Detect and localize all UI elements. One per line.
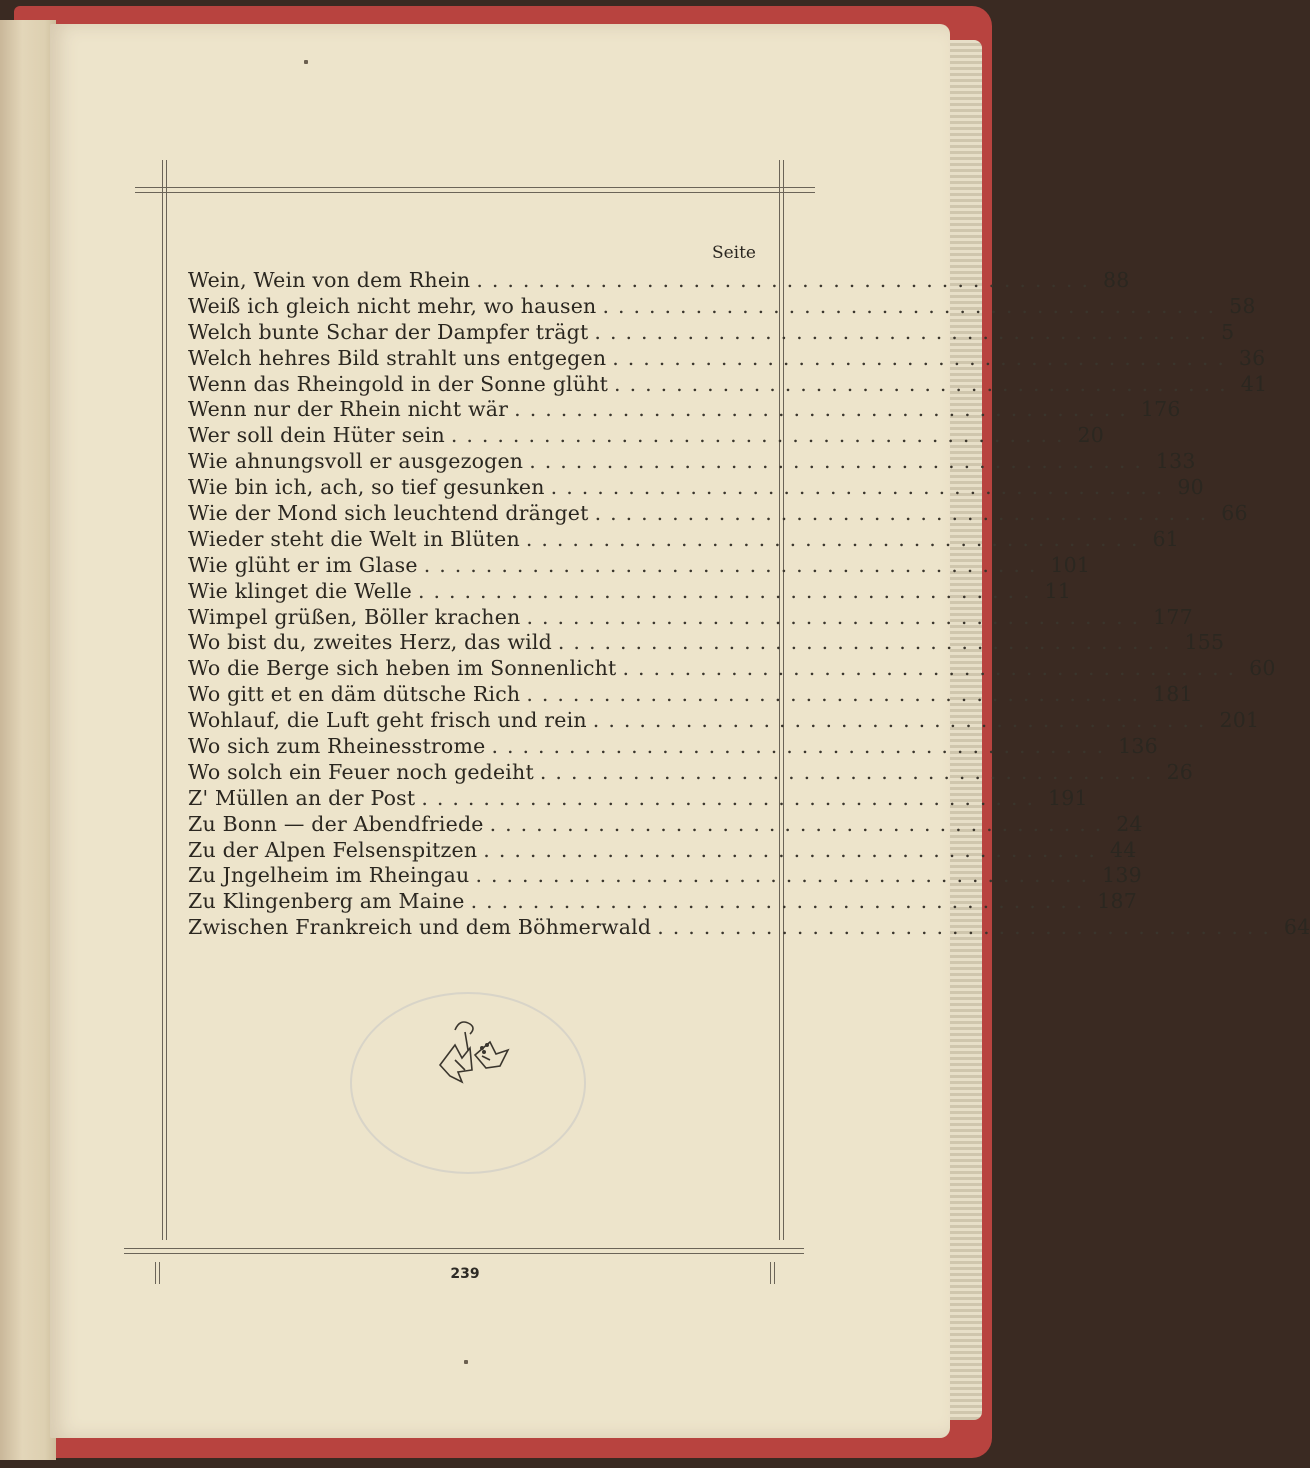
bottom-left-tick-inner [159, 1262, 160, 1284]
left-border-inner [166, 160, 167, 1240]
entry-title: Weiß ich gleich nicht mehr, wo hausen [188, 293, 597, 318]
top-rule [135, 187, 815, 188]
bottom-right-tick-inner [774, 1262, 775, 1284]
entry-title: Wie ahnungsvoll er ausgezogen [188, 449, 524, 474]
toc-entry [188, 449, 1196, 475]
dot-leader: ........................................ [526, 682, 1147, 707]
entry-title: Zu Klingenberg am Maine [188, 889, 465, 914]
left-page-edge [0, 20, 56, 1460]
top-rule-inner [135, 192, 815, 193]
toc-entry [188, 837, 1137, 864]
entry-page: 26 [1166, 759, 1194, 784]
toc-entry [188, 811, 1143, 838]
entry-title: Wieder steht die Welt in Blüten [188, 526, 520, 551]
entry-page: 155 [1184, 630, 1225, 655]
dot-leader: ........................................ [450, 423, 1072, 448]
entry-page: 41 [1240, 371, 1268, 396]
toc-entry [188, 526, 1180, 553]
entry-title: Wo gitt et en däm dütsche Rich [188, 682, 521, 707]
bottom-left-tick [155, 1262, 156, 1284]
vine-leaf-ornament-icon [420, 1010, 520, 1100]
entry-title: Wer soll dein Hüter sein [188, 423, 445, 448]
entry-title: Zwischen Frankreich und dem Böhmerwald [188, 915, 652, 940]
toc-entry [188, 708, 1260, 734]
dot-leader: ........................................ [489, 811, 1111, 836]
entry-page: 60 [1249, 656, 1276, 681]
entry-page: 20 [1077, 423, 1105, 448]
entry-title: Wie klinget die Welle [188, 578, 412, 603]
entry-title: Z' Müllen an der Post [188, 785, 416, 810]
entry-title: Wimpel grüßen, Böller krachen [188, 604, 521, 629]
toc-entry [188, 293, 1256, 320]
entry-page: 133 [1155, 449, 1196, 474]
dot-leader: ........................................ [550, 475, 1172, 500]
entry-page: 61 [1152, 526, 1180, 551]
toc-entry [188, 268, 1130, 294]
entry-title: Zu Bonn — der Abendfriede [188, 811, 484, 836]
entry-title: Wenn nur der Rhein nicht wär [188, 397, 509, 422]
toc-entry [188, 682, 1193, 708]
dot-leader: ........................................ [557, 630, 1179, 655]
entry-page: 66 [1221, 501, 1248, 526]
left-border [162, 160, 163, 1240]
dot-leader: ........................................ [476, 268, 1097, 292]
dot-leader: ........................................ [475, 863, 1097, 888]
entry-page: 64 [1283, 915, 1310, 940]
entry-title: Wie glüht er im Glase [188, 552, 418, 577]
toc-entry [188, 604, 1193, 631]
toc-entry [188, 501, 1248, 527]
dot-leader: ........................................ [612, 345, 1233, 370]
toc-entry [188, 889, 1138, 915]
bottom-rule [124, 1248, 804, 1249]
entry-page: 191 [1047, 785, 1088, 810]
entry-title: Wohlauf, die Luft geht frisch und rein [188, 708, 587, 733]
entry-title: Wenn das Rheingold in der Sonne glüht [188, 371, 609, 396]
dot-leader: ........................................ [470, 889, 1092, 914]
entry-title: Welch hehres Bild strahlt uns entgegen [188, 345, 607, 370]
entry-title: Wo solch ein Feuer noch gedeiht [188, 759, 534, 784]
dot-leader: ........................................ [525, 526, 1147, 551]
toc-entry [188, 552, 1091, 579]
toc-entry [188, 397, 1181, 423]
bottom-rule-inner [124, 1253, 804, 1254]
entry-page: 90 [1177, 475, 1204, 500]
entry-page: 187 [1097, 889, 1138, 914]
page-column-label: Seite [711, 243, 756, 263]
entry-page: 58 [1229, 293, 1256, 318]
dot-leader: ........................................ [526, 604, 1148, 629]
toc-entry [188, 863, 1142, 889]
entry-title: Zu der Alpen Felsenspitzen [188, 837, 478, 862]
toc-entry [188, 319, 1235, 346]
entry-page: 44 [1109, 837, 1137, 862]
entry-page: 181 [1153, 682, 1193, 707]
toc-entry [188, 371, 1268, 398]
toc-entry [188, 785, 1088, 812]
entry-title: Wie bin ich, ach, so tief gesunken [188, 475, 545, 500]
bottom-right-tick [770, 1262, 771, 1284]
dot-leader: ........................................ [421, 785, 1042, 810]
entry-page: 5 [1221, 319, 1235, 344]
dot-leader: ........................................ [594, 319, 1216, 344]
dot-leader: ........................................ [614, 371, 1235, 396]
table-of-contents [188, 268, 1310, 941]
dot-leader: ........................................ [483, 837, 1104, 862]
dot-leader: ........................................ [514, 397, 1135, 422]
toc-entry [188, 630, 1225, 656]
toc-entry [188, 345, 1266, 372]
entry-title: Wie der Mond sich leuchtend dränget [188, 501, 589, 526]
entry-page: 201 [1219, 708, 1260, 733]
dot-leader: ........................................ [491, 734, 1113, 759]
entry-page: 136 [1118, 734, 1158, 759]
entry-page: 176 [1140, 397, 1181, 422]
dot-leader: ........................................ [602, 293, 1224, 318]
entry-page: 101 [1050, 552, 1091, 577]
dot-leader: ........................................ [657, 915, 1278, 940]
toc-entry [188, 475, 1204, 501]
entry-title: Wo bist du, zweites Herz, das wild [188, 630, 552, 655]
page-number: 239 [450, 1266, 480, 1282]
print-mark [464, 1360, 468, 1364]
dot-leader: ........................................ [423, 552, 1045, 577]
entry-title: Welch bunte Schar der Dampfer trägt [188, 319, 589, 344]
toc-entry [188, 656, 1276, 682]
entry-title: Wo sich zum Rheinesstrome [188, 734, 486, 759]
entry-page: 139 [1102, 863, 1142, 888]
print-mark [304, 60, 308, 64]
dot-leader: ........................................ [539, 759, 1161, 784]
dot-leader: ........................................ [592, 708, 1214, 733]
entry-page: 11 [1044, 578, 1072, 603]
entry-title: Wo die Berge sich heben im Sonnenlicht [188, 656, 617, 681]
entry-page: 36 [1238, 345, 1266, 370]
entry-page: 88 [1102, 268, 1130, 292]
toc-entry [188, 423, 1105, 449]
dot-leader: ........................................ [417, 578, 1039, 603]
dot-leader: ........................................ [594, 501, 1216, 526]
toc-entry [188, 578, 1072, 605]
entry-page: 24 [1116, 811, 1143, 836]
dot-leader: ........................................ [529, 449, 1150, 474]
entry-page: 177 [1153, 604, 1193, 629]
toc-entry [188, 734, 1158, 760]
toc-entry [188, 759, 1194, 786]
toc-entry [188, 915, 1310, 941]
entry-title: Zu Jngelheim im Rheingau [188, 863, 470, 888]
dot-leader: ........................................ [622, 656, 1244, 681]
entry-title: Wein, Wein von dem Rhein [188, 268, 471, 292]
